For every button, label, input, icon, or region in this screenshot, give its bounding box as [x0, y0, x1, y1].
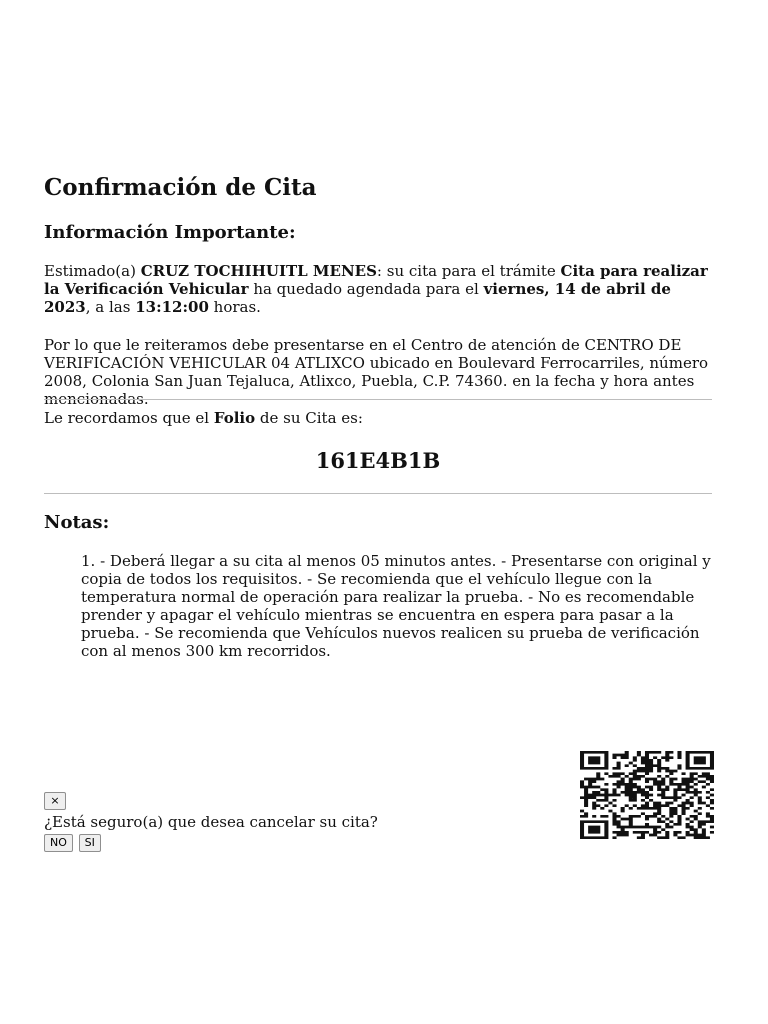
yes-button[interactable]: SI [79, 834, 101, 852]
appointment-time: 13:12:00 [135, 298, 209, 316]
summary-text-1: : su cita para el trámite [376, 262, 561, 280]
folio-prefix: Le recordamos que el [44, 409, 214, 427]
qr-code-icon [580, 751, 714, 839]
note-item [81, 552, 713, 660]
divider [44, 399, 712, 400]
dialog-actions [44, 832, 102, 852]
info-heading: Información Importante: [44, 222, 296, 243]
summary-text-3: , a las [85, 298, 136, 316]
appointment-summary [44, 262, 712, 316]
notes-heading: Notas: [44, 512, 110, 533]
note-number: 1. [81, 552, 96, 570]
divider [44, 493, 712, 494]
qr-modules [580, 751, 714, 839]
location-text: Por lo que le reiteramos debe presentarse en el Centro de atención de CENTRO DE VERIFICACIÓN VEHICULAR 04 ATLIXCO ubicado en Boulevard Ferrocarriles, número 2008, Colonia San Juan Tejaluca, Atlixco, Puebla, C.P. 74360. en la fecha y hora antes mencionadas. [44, 336, 709, 408]
no-button[interactable]: NO [44, 834, 73, 852]
citizen-name: CRUZ TOCHIHUITL MENES [140, 262, 377, 280]
folio-label: Folio [213, 409, 256, 427]
note-text: - Deberá llegar a su cita al menos 05 minutos antes. - Presentarse con original y copia de todos los requisitos. - Se recomienda que el vehículo llegue con la temperatura normal de operación para realizar la prueba. - No es recomendable prender y apagar el vehículo mientras se encuentra en espera para pasar a la prueba. - Se recomienda que Vehículos nuevos realicen su prueba de verificación con al menos 300 km recorridos. [81, 552, 711, 660]
summary-text-2: ha quedado agendada para el [248, 280, 484, 298]
summary-text-4: horas. [208, 298, 261, 316]
appointment-confirmation [44, 174, 712, 660]
folio-line [44, 409, 363, 427]
close-button[interactable]: × [44, 792, 66, 810]
folio-value: 161E4B1B [315, 448, 441, 473]
page-title: Confirmación de Cita [44, 174, 317, 201]
procedure-name: Cita para realizar la Verificación Vehicular [44, 262, 708, 298]
cancel-question: ¿Está seguro(a) que desea cancelar su cita? [44, 813, 378, 831]
appointment-date: viernes, 14 de abril de 2023 [44, 280, 671, 316]
greeting: Estimado(a) [44, 262, 141, 280]
folio-suffix: de su Cita es: [255, 409, 363, 427]
